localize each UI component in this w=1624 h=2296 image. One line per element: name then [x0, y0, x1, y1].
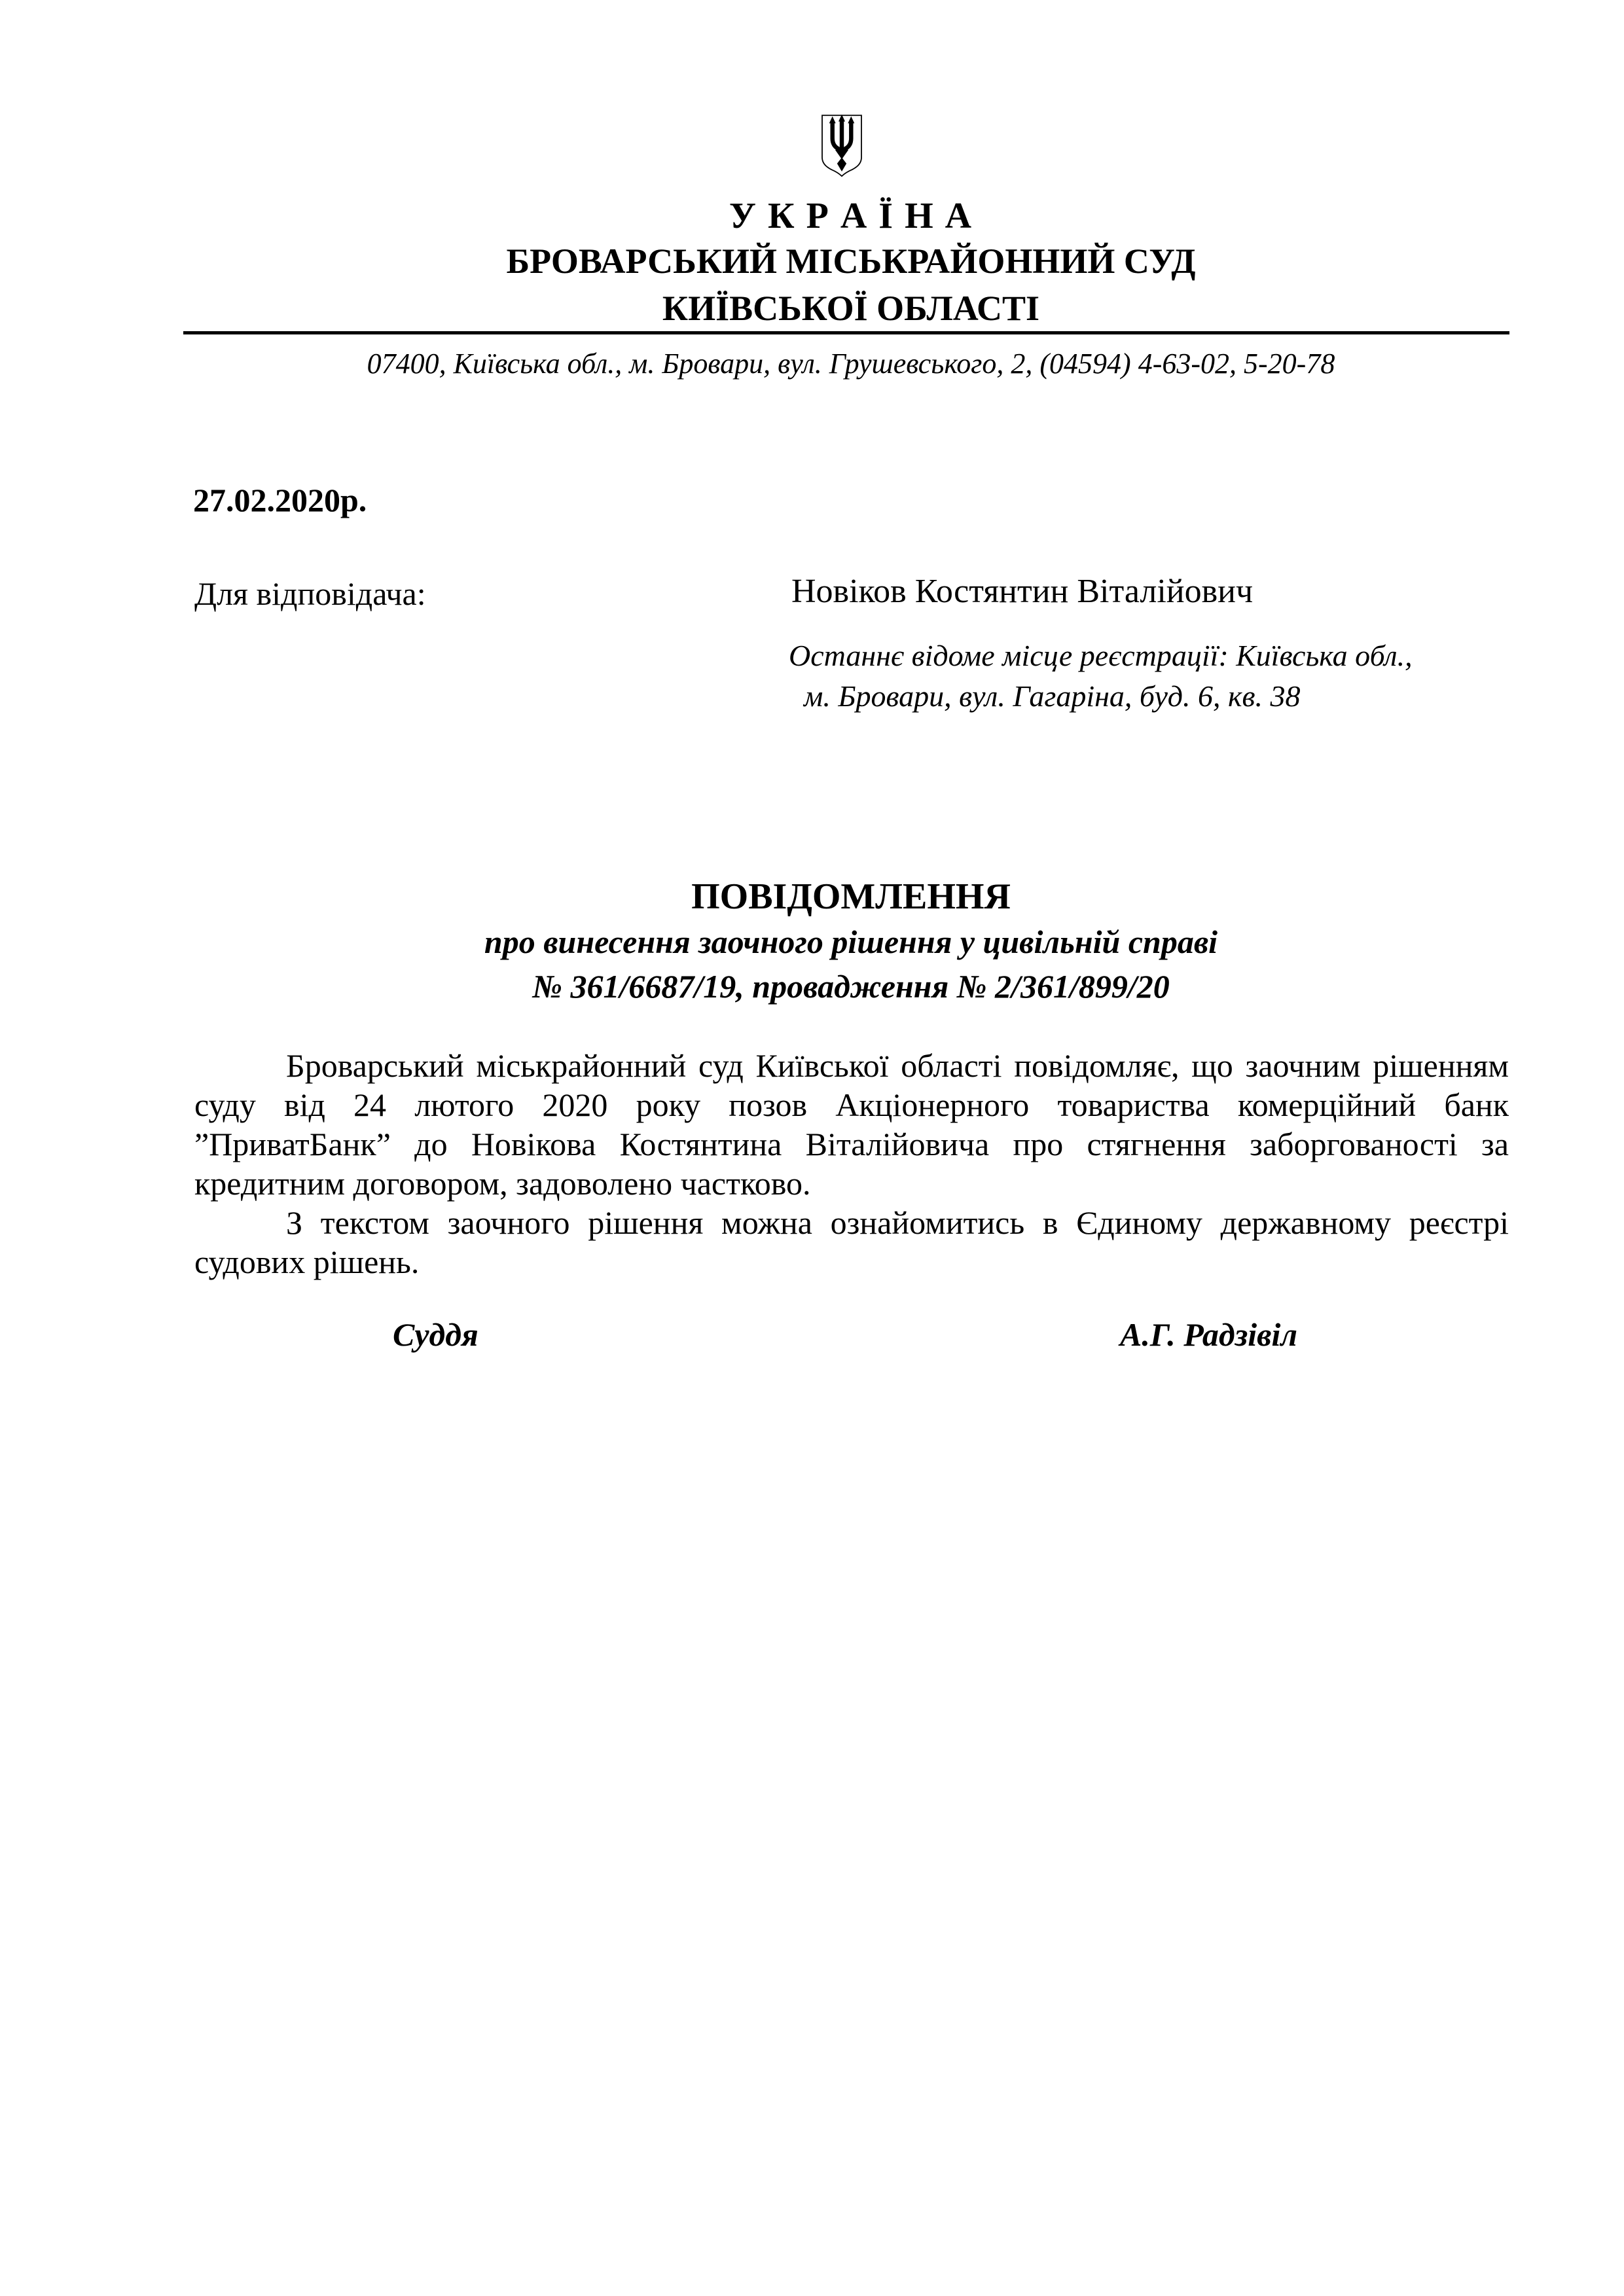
- notice-subtitle: про винесення заочного рішення у цивільній справі: [484, 924, 1218, 960]
- body-paragraph-1: Броварський міськрайонний суд Київської області повідомляє, що заочним рішенням суду від 24 лютого 2020 року позов Акціонерного товариства комерційний банк ”ПриватБанк” до Новікова Костянтина Віталійовича про стягнення заборгованості за кредитним договором, задоволено частково.: [194, 1047, 1509, 1202]
- court-region: КИЇВСЬКОЇ ОБЛАСТІ: [662, 289, 1040, 328]
- header-divider: [183, 331, 1509, 334]
- document-date: 27.02.2020р.: [193, 482, 367, 518]
- recipient-registration-line1: Останнє відоме місце реєстрації: Київська обл.,: [789, 639, 1413, 672]
- body-paragraph-2: З текстом заочного рішення можна ознайомитись в Єдиному державному реєстрі судових рішень.: [194, 1204, 1509, 1280]
- court-name: БРОВАРСЬКИЙ МІСЬКРАЙОННИЙ СУД: [506, 242, 1196, 281]
- notice-body: [194, 1046, 1509, 1282]
- recipient-name: Новіков Костянтин Віталійович: [791, 573, 1254, 610]
- case-number: № 361/6687/19, провадження № 2/361/899/20: [532, 968, 1170, 1005]
- court-address: 07400, Київська обл., м. Бровари, вул. Грушевського, 2, (04594) 4-63-02, 5-20-78: [367, 348, 1335, 380]
- signature-name: А.Г. Радзівіл: [1120, 1316, 1298, 1353]
- recipient-registration-line2: м. Бровари, вул. Гагаріна, буд. 6, кв. 38: [804, 679, 1301, 713]
- notice-title: ПОВІДОМЛЕННЯ: [691, 876, 1011, 917]
- recipient-label: Для відповідача:: [194, 575, 426, 612]
- ukraine-trident-emblem: [818, 113, 865, 178]
- trident-icon: [818, 113, 865, 178]
- country-name: У К Р А Ї Н А: [729, 196, 973, 236]
- signature-role: Суддя: [393, 1316, 478, 1353]
